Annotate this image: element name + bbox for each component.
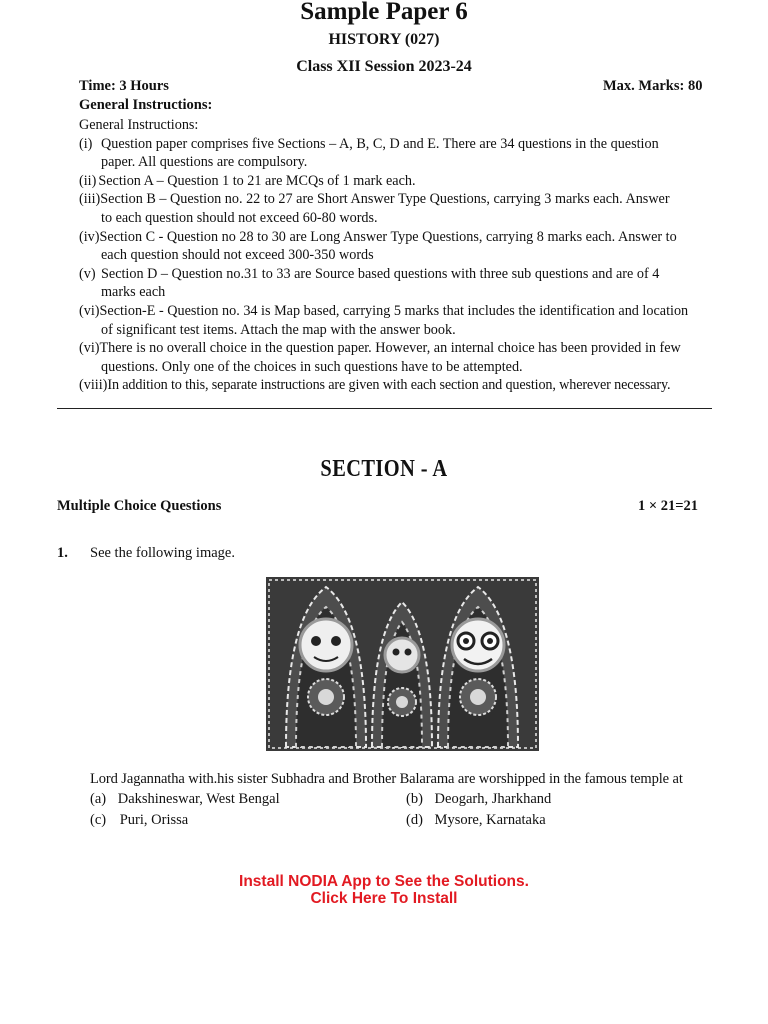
max-marks-label: Max. Marks: 80 bbox=[603, 78, 703, 94]
option-text: Deogarh, Jharkhand bbox=[434, 791, 552, 807]
instruction-text: Section D – Question no.31 to 33 are Source based questions with three sub questions and are of 4 bbox=[101, 265, 660, 282]
instruction-item bbox=[79, 339, 712, 376]
instruction-continuation: of significant test items. Attach the map with the answer book. bbox=[101, 321, 456, 338]
instruction-item bbox=[79, 190, 712, 227]
question-text: Lord Jagannatha with.his sister Subhadra and Brother Balarama are worshipped in the famous temple at bbox=[90, 771, 683, 787]
instruction-number: (vi) bbox=[79, 340, 100, 357]
install-app-link[interactable]: Install NODIA App to See the Solutions. bbox=[239, 873, 529, 890]
option-label: (d) bbox=[406, 812, 423, 828]
instruction-text: Section A – Question 1 to 21 are MCQs of 1 mark each. bbox=[98, 172, 416, 189]
jagannath-triad-image bbox=[266, 577, 539, 751]
divider-line bbox=[57, 408, 712, 409]
section-a-heading: SECTION - A bbox=[320, 456, 448, 482]
subject-heading: HISTORY (027) bbox=[328, 31, 440, 48]
instruction-item bbox=[79, 172, 712, 191]
instruction-item bbox=[79, 302, 712, 339]
option-label: (c) bbox=[90, 812, 107, 828]
instructions-subheading: General Instructions: bbox=[79, 117, 199, 133]
instruction-text: Section-E - Question no. 34 is Map based, carrying 5 marks that includes the identification and location bbox=[99, 302, 689, 319]
mcq-label: Multiple Choice Questions bbox=[57, 498, 222, 514]
instruction-continuation: each question should not exceed 300-350 words bbox=[101, 247, 374, 264]
instruction-number: (v) bbox=[79, 265, 96, 282]
option-d[interactable] bbox=[406, 812, 546, 829]
option-text: Puri, Orissa bbox=[119, 812, 189, 828]
instruction-number: (vi) bbox=[79, 302, 100, 319]
option-label: (b) bbox=[406, 791, 423, 807]
option-label: (a) bbox=[90, 791, 107, 807]
instruction-text: Section C - Question no 28 to 30 are Long Answer Type Questions, carrying 8 marks each. Answer to bbox=[99, 228, 677, 245]
option-c[interactable] bbox=[90, 812, 188, 829]
instruction-item bbox=[79, 228, 712, 265]
instruction-item bbox=[79, 376, 712, 395]
time-label: Time: 3 Hours bbox=[79, 78, 169, 94]
option-b[interactable] bbox=[406, 791, 551, 808]
instruction-continuation: questions. Only one of the choices in such questions have to be attempted. bbox=[101, 358, 523, 375]
instruction-item bbox=[79, 265, 712, 302]
instructions-heading: General Instructions: bbox=[79, 97, 213, 113]
instruction-continuation: marks each bbox=[101, 284, 166, 301]
instruction-continuation: paper. All questions are compulsory. bbox=[101, 154, 308, 171]
click-to-install-link[interactable]: Click Here To Install bbox=[310, 890, 458, 907]
instruction-text: There is no overall choice in the question paper. However, an internal choice has been provided in few bbox=[99, 340, 681, 357]
instruction-number: (viii) bbox=[79, 377, 108, 394]
question-number: 1. bbox=[57, 545, 68, 561]
option-text: Mysore, Karnataka bbox=[434, 812, 546, 828]
option-text: Dakshineswar, West Bengal bbox=[117, 791, 280, 807]
instruction-text: Question paper comprises five Sections – A, B, C, D and E. There are 34 questions in the question bbox=[101, 135, 659, 152]
instruction-text: Section B – Question no. 22 to 27 are Short Answer Type Questions, carrying 3 marks each. Answer bbox=[100, 191, 670, 208]
question-prompt: See the following image. bbox=[90, 545, 235, 561]
deities-painting-svg bbox=[266, 577, 539, 751]
instruction-number: (ii) bbox=[79, 172, 97, 189]
instruction-continuation: to each question should not exceed 60-80 words. bbox=[101, 209, 378, 226]
instructions-list bbox=[79, 116, 712, 395]
option-a[interactable] bbox=[90, 791, 280, 808]
instruction-text: In addition to this, separate instructions are given with each section and question, wherever necessary. bbox=[107, 377, 671, 394]
instruction-number: (iii) bbox=[79, 191, 101, 208]
instruction-number: (i) bbox=[79, 135, 93, 152]
instruction-item bbox=[79, 135, 712, 172]
instruction-number: (iv) bbox=[79, 228, 100, 245]
class-session-heading: Class XII Session 2023-24 bbox=[296, 58, 472, 75]
mcq-marks: 1 × 21=21 bbox=[638, 498, 699, 514]
page-title: Sample Paper 6 bbox=[300, 0, 468, 25]
